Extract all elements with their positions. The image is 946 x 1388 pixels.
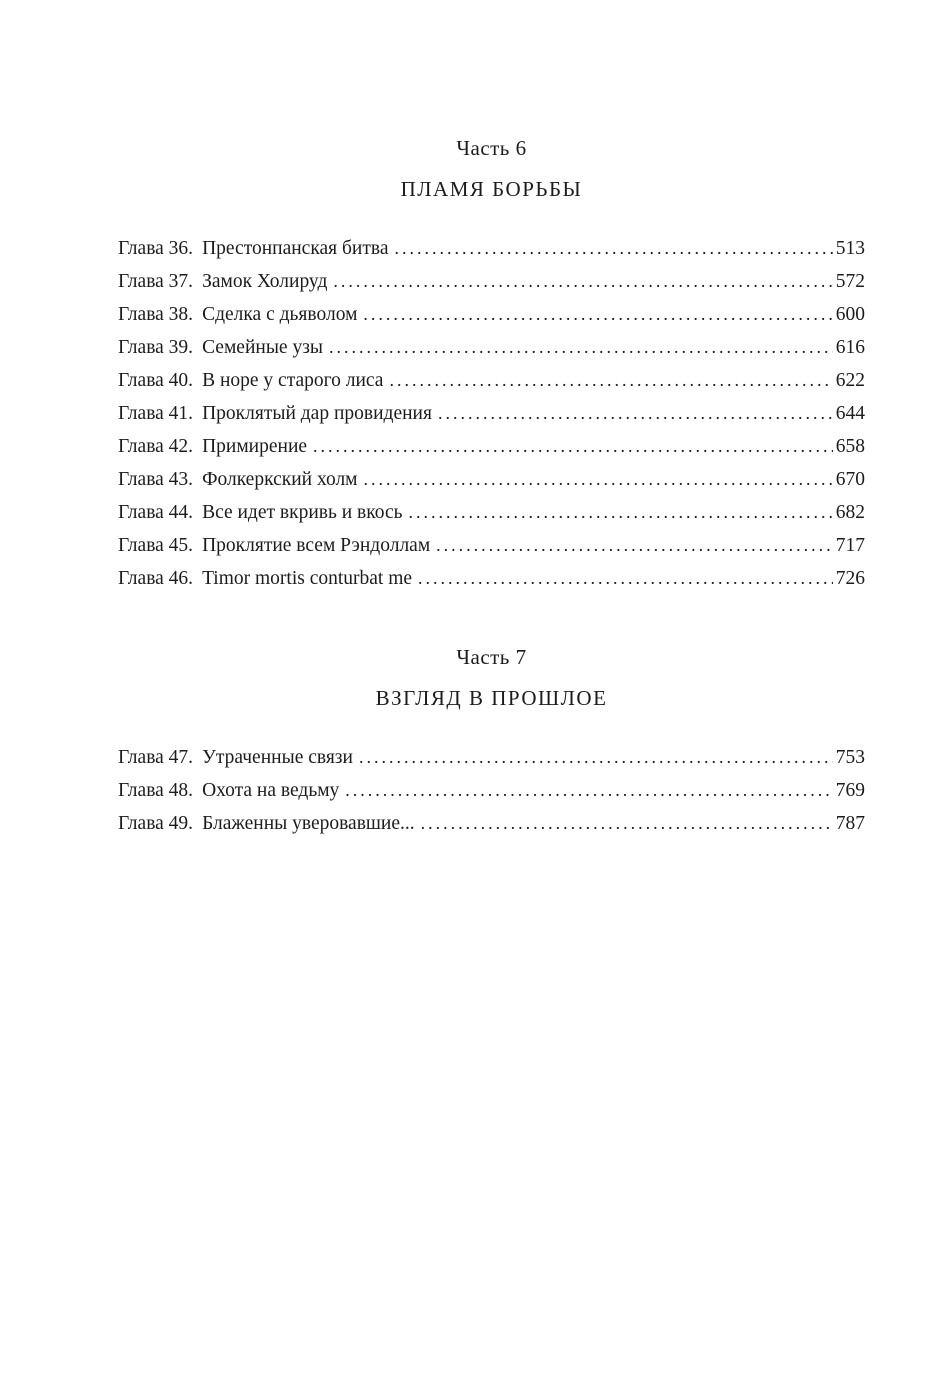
toc-entry-title: Фолкеркский холм (202, 469, 358, 490)
toc-entry (118, 807, 865, 840)
toc-entry-page-number: 682 (835, 502, 865, 523)
toc-entry (118, 741, 865, 774)
toc-entry-title: Утраченные связи (202, 747, 353, 768)
toc-entry-page-number: 616 (835, 337, 865, 358)
toc-entry-page-number: 717 (835, 535, 865, 556)
toc-sections (118, 136, 865, 840)
toc-entry (118, 774, 865, 807)
toc-entry-chapter: Глава 43. (118, 469, 194, 490)
toc-entry-chapter: Глава 48. (118, 780, 194, 801)
toc-entry-page-number: 658 (835, 436, 865, 457)
part-title: ВЗГЛЯД В ПРОШЛОЕ (375, 686, 608, 710)
toc-entry (118, 364, 865, 397)
dot-leader (418, 562, 833, 595)
part-label: Часть 7 (456, 645, 527, 669)
toc-entry-title: Проклятый дар провидения (202, 403, 432, 424)
dot-leader (409, 496, 833, 529)
toc-entry (118, 298, 865, 331)
toc-entry (118, 562, 865, 595)
toc-entry-page-number: 726 (835, 568, 865, 589)
dot-leader (364, 463, 833, 496)
toc-entry-chapter: Глава 38. (118, 304, 194, 325)
toc-entry-title: Все идет вкривь и вкось (202, 502, 403, 523)
dot-leader (389, 364, 832, 397)
toc-entry-page-number: 787 (835, 813, 865, 834)
toc-entry-page-number: 572 (835, 271, 865, 292)
toc-section (118, 136, 865, 595)
toc-entry-title: Замок Холируд (202, 271, 328, 292)
toc-entry-chapter: Глава 47. (118, 747, 194, 768)
dot-leader (345, 774, 832, 807)
toc-entry-title: Блаженны уверовавшие... (202, 813, 415, 834)
toc-list (118, 741, 865, 840)
toc-entry-page-number: 600 (835, 304, 865, 325)
toc-entry-chapter: Глава 44. (118, 502, 194, 523)
toc-entry-title: Сделка с дьяволом (202, 304, 358, 325)
dot-leader (359, 741, 833, 774)
toc-entry-title: Примирение (202, 436, 308, 457)
toc-entry-page-number: 670 (835, 469, 865, 490)
dot-leader (436, 529, 833, 562)
toc-entry-title: Престонпанская битва (202, 238, 389, 259)
toc-entry-chapter: Глава 41. (118, 403, 194, 424)
toc-list (118, 232, 865, 595)
toc-entry (118, 265, 865, 298)
toc-entry-chapter: Глава 39. (118, 337, 194, 358)
toc-entry (118, 529, 865, 562)
toc-entry-chapter: Глава 46. (118, 568, 194, 589)
dot-leader (421, 807, 833, 840)
toc-entry-chapter: Глава 37. (118, 271, 194, 292)
toc-entry-chapter: Глава 40. (118, 370, 194, 391)
toc-entry-title: Timor mortis conturbat me (202, 568, 413, 589)
toc-entry (118, 430, 865, 463)
toc-entry-chapter: Глава 45. (118, 535, 194, 556)
toc-section (118, 645, 865, 840)
toc-entry-chapter: Глава 42. (118, 436, 194, 457)
part-title: ПЛАМЯ БОРЬБЫ (400, 177, 583, 201)
part-label: Часть 6 (456, 136, 527, 160)
dot-leader (329, 331, 833, 364)
toc-entry (118, 496, 865, 529)
dot-leader (438, 397, 833, 430)
dot-leader (313, 430, 833, 463)
toc-entry-page-number: 753 (835, 747, 865, 768)
toc-entry-title: В норе у старого лиса (202, 370, 384, 391)
dot-leader (394, 232, 832, 265)
toc-entry-title: Семейные узы (202, 337, 324, 358)
toc-entry-page-number: 513 (835, 238, 865, 259)
toc-entry (118, 397, 865, 430)
toc-entry-page-number: 644 (835, 403, 865, 424)
toc-entry-title: Проклятие всем Рэндоллам (202, 535, 431, 556)
toc-entry (118, 463, 865, 496)
toc-entry-title: Охота на ведьму (202, 780, 340, 801)
dot-leader (333, 265, 832, 298)
toc-entry-chapter: Глава 49. (118, 813, 194, 834)
toc-entry-page-number: 769 (835, 780, 865, 801)
toc-entry (118, 331, 865, 364)
toc-entry (118, 232, 865, 265)
toc-entry-page-number: 622 (835, 370, 865, 391)
toc-entry-chapter: Глава 36. (118, 238, 194, 259)
dot-leader (363, 298, 832, 331)
